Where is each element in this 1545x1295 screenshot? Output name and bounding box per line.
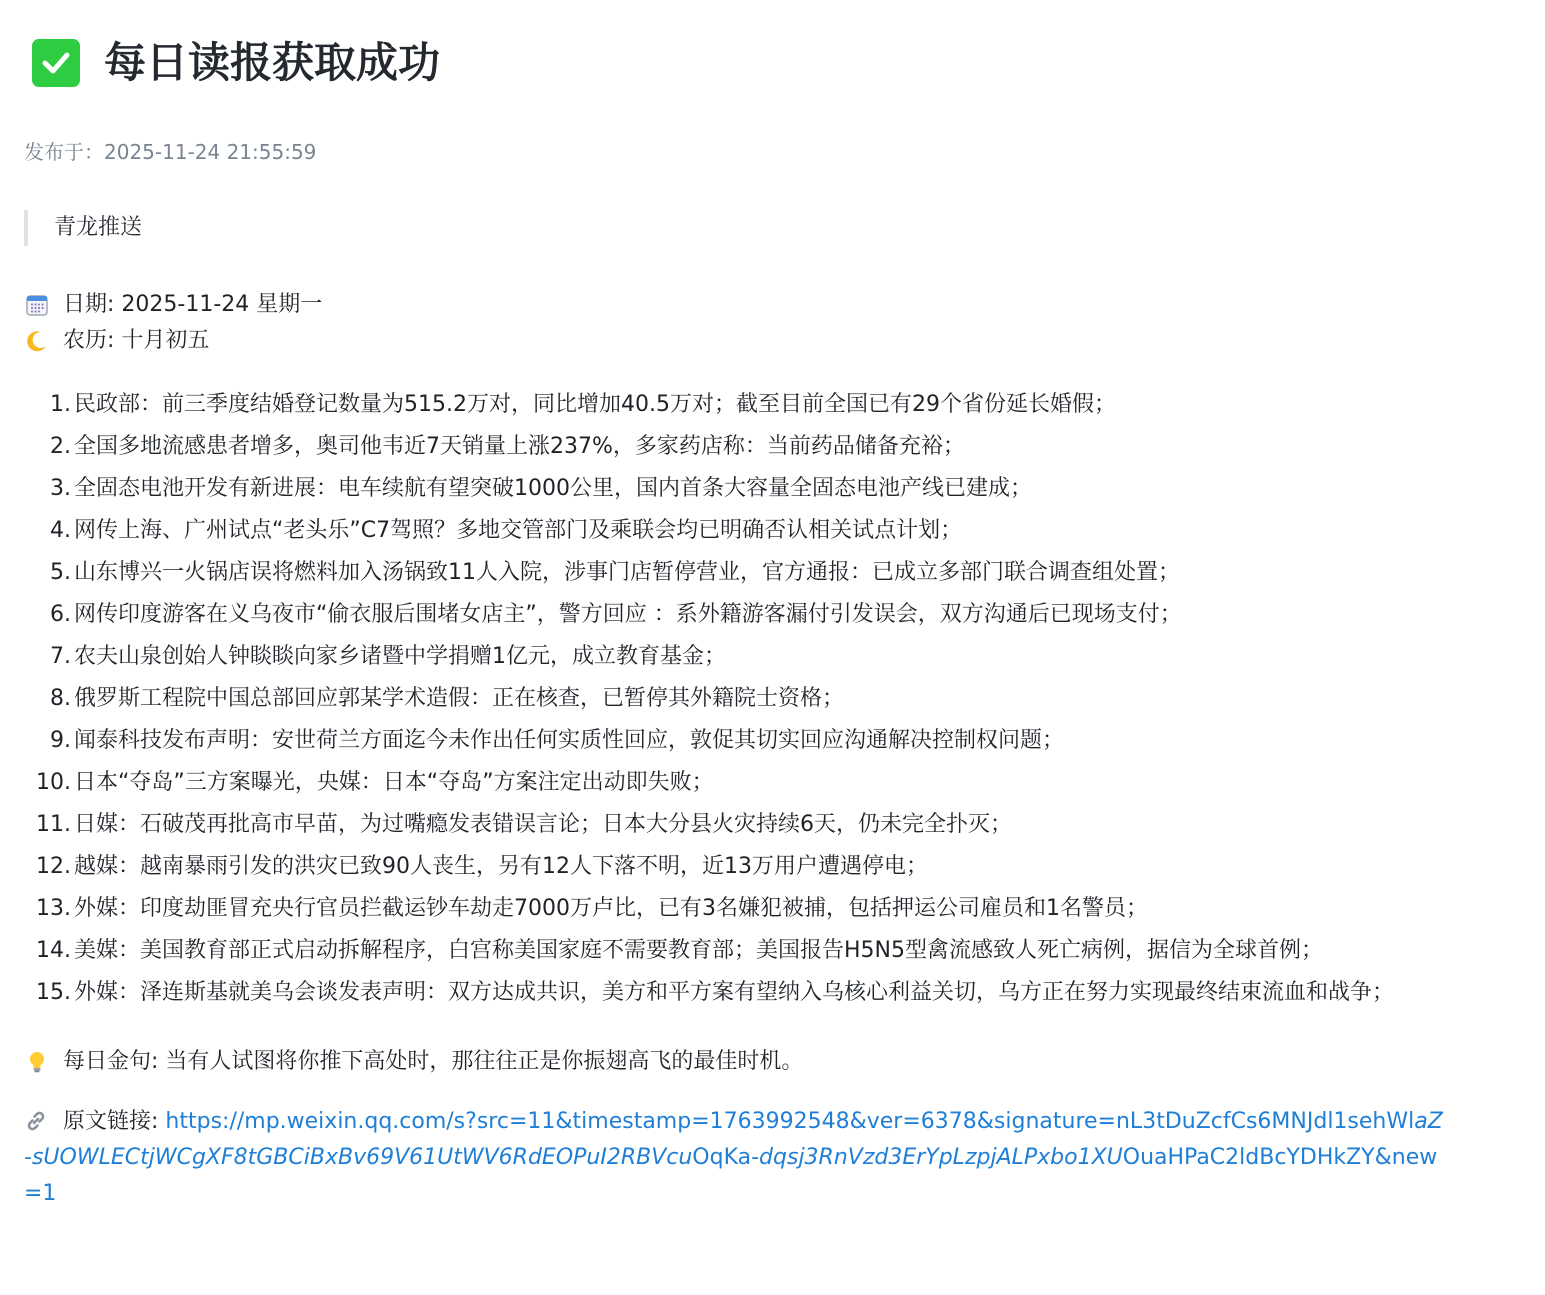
news-item-number: 3. bbox=[50, 476, 71, 501]
news-item-text: 民政部：前三季度结婚登记数量为515.2万对，同比增加40.5万对；截至目前全国已有29个省份延长婚假； bbox=[74, 392, 1116, 417]
news-item-text: 俄罗斯工程院中国总部回应郭某学术造假：正在核查，已暂停其外籍院士资格； bbox=[74, 686, 845, 711]
blockquote: 青龙推送 bbox=[24, 210, 1521, 246]
news-item bbox=[24, 594, 1444, 636]
news-item-number: 1. bbox=[50, 392, 71, 417]
publish-time: 发布于：2025-11-24 21:55:59 bbox=[24, 140, 317, 164]
news-item bbox=[24, 384, 1444, 426]
source-link-part2[interactable]: aZ-sUOWLECtjWCgXF8tGBCiBxBv69V61UtWV6RdEOPuI2RBVcu bbox=[24, 1109, 1443, 1170]
news-item bbox=[24, 678, 1444, 720]
source-link-part5[interactable]: OuaHPaC2ldBcYDHkZY&new=1 bbox=[24, 1145, 1438, 1206]
check-mark-icon bbox=[32, 39, 80, 87]
news-item bbox=[24, 846, 1444, 888]
date-line bbox=[24, 287, 1521, 323]
news-item bbox=[24, 930, 1444, 972]
news-item bbox=[24, 804, 1444, 846]
news-item-number: 9. bbox=[50, 728, 71, 753]
source-link-part4[interactable]: dqsj3RnVzd3ErYpLzpjALPxbo1XU bbox=[759, 1145, 1123, 1170]
date-text: 日期: 2025-11-24 星期一 bbox=[63, 292, 323, 317]
news-item bbox=[24, 636, 1444, 678]
source-link-part1[interactable]: https://mp.weixin.qq.com/s?src=11&timestamp=1763992548&ver=6378&signature=nL3tDuZcfCs6MNJdl1sehWl bbox=[165, 1109, 1415, 1134]
title-row bbox=[24, 32, 1521, 94]
page-title: 每日读报获取成功 bbox=[104, 38, 441, 87]
news-item-text: 美媒：美国教育部正式启动拆解程序，白宫称美国家庭不需要教育部；美国报告H5N5型禽流感致人死亡病例，据信为全球首例； bbox=[74, 938, 1323, 963]
page bbox=[0, 32, 1545, 1212]
news-list bbox=[24, 384, 1521, 1014]
news-item-number: 14. bbox=[36, 938, 71, 963]
source-link-part3[interactable]: OqKa- bbox=[692, 1145, 760, 1170]
news-item bbox=[24, 972, 1444, 1014]
news-item-number: 6. bbox=[50, 602, 71, 627]
news-item-text: 全固态电池开发有新进展：电车续航有望突破1000公里，国内首条大容量全固态电池产线已建成； bbox=[74, 476, 1032, 501]
news-item-number: 5. bbox=[50, 560, 71, 585]
news-item-number: 12. bbox=[36, 854, 71, 879]
news-item-number: 7. bbox=[50, 644, 71, 669]
news-item-text: 全国多地流感患者增多，奥司他韦近7天销量上涨237%，多家药店称：当前药品储备充裕； bbox=[74, 434, 965, 459]
news-item bbox=[24, 762, 1444, 804]
calendar-icon bbox=[24, 292, 50, 318]
news-item bbox=[24, 426, 1444, 468]
news-item bbox=[24, 888, 1444, 930]
news-item bbox=[24, 552, 1444, 594]
news-item-text: 闻泰科技发布声明：安世荷兰方面迄今未作出任何实质性回应，敦促其切实回应沟通解决控制权问题； bbox=[74, 728, 1065, 753]
news-item-text: 农夫山泉创始人钟睒睒向家乡诸暨中学捐赠1亿元，成立教育基金； bbox=[74, 644, 726, 669]
news-item bbox=[24, 510, 1444, 552]
crescent-moon-icon bbox=[24, 328, 50, 354]
news-item-number: 10. bbox=[36, 770, 71, 795]
daily-quote-line bbox=[24, 1044, 1521, 1080]
news-item-text: 日本“夺岛”三方案曝光，央媒：日本“夺岛”方案注定出动即失败； bbox=[74, 770, 714, 795]
light-bulb-icon bbox=[24, 1049, 50, 1075]
daily-quote-text: 每日金句: 当有人试图将你推下高处时，那往往正是你振翅高飞的最佳时机。 bbox=[63, 1049, 804, 1074]
news-item-number: 13. bbox=[36, 896, 71, 921]
news-item-number: 8. bbox=[50, 686, 71, 711]
link-icon bbox=[24, 1109, 50, 1135]
news-item bbox=[24, 468, 1444, 510]
lunar-text: 农历: 十月初五 bbox=[63, 328, 210, 353]
lunar-line bbox=[24, 323, 1521, 359]
source-link-label: 原文链接: bbox=[63, 1109, 166, 1134]
news-item-text: 日媒：石破茂再批高市早苗，为过嘴瘾发表错误言论；日本大分县火灾持续6天，仍未完全扑灭； bbox=[74, 812, 1013, 837]
news-item-text: 山东博兴一火锅店误将燃料加入汤锅致11人入院，涉事门店暂停营业，官方通报：已成立多部门联合调查组处置； bbox=[74, 560, 1180, 585]
news-item-text: 网传上海、广州试点“老头乐”C7驾照？多地交管部门及乘联会均已明确否认相关试点计划； bbox=[74, 518, 963, 543]
source-link[interactable] bbox=[24, 1109, 1443, 1206]
news-item-number: 4. bbox=[50, 518, 71, 543]
news-item-text: 网传印度游客在义乌夜市“偷衣服后围堵女店主”，警方回应 ：系外籍游客漏付引发误会，双方沟通后已现场支付； bbox=[74, 602, 1182, 627]
news-item-number: 11. bbox=[36, 812, 71, 837]
news-item-number: 15. bbox=[36, 980, 71, 1005]
news-item-text: 外媒：印度劫匪冒充央行官员拦截运钞车劫走7000万卢比，已有3名嫌犯被捕，包括押运公司雇员和1名警员； bbox=[74, 896, 1148, 921]
news-item bbox=[24, 720, 1444, 762]
source-link-block bbox=[24, 1104, 1444, 1212]
news-item-number: 2. bbox=[50, 434, 71, 459]
news-item-text: 外媒：泽连斯基就美乌会谈发表声明：双方达成共识，美方和平方案有望纳入乌核心利益关切，乌方正在努力实现最终结束流血和战争； bbox=[74, 980, 1395, 1005]
news-item-text: 越媒：越南暴雨引发的洪灾已致90人丧生，另有12人下落不明，近13万用户遭遇停电； bbox=[74, 854, 928, 879]
